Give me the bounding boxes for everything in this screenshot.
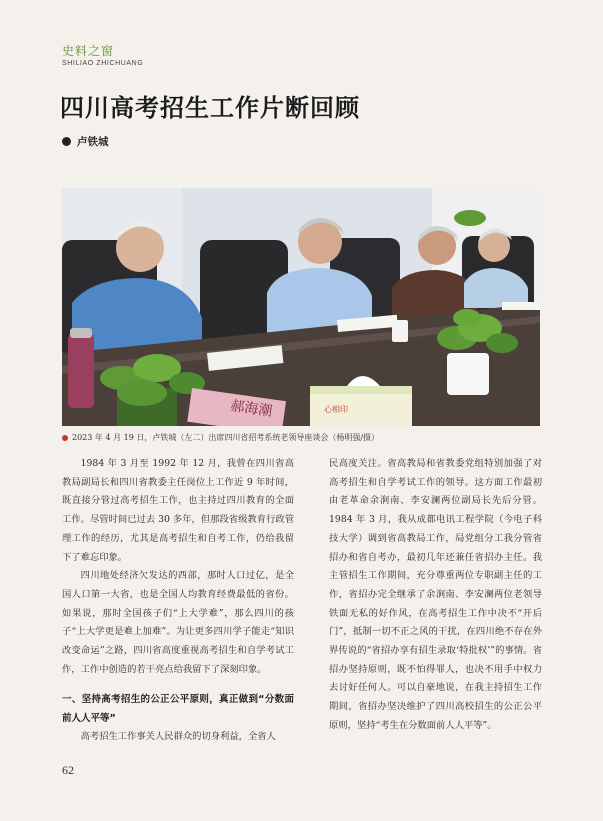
photo-illustration [62, 188, 540, 426]
paragraph: 1984 年 3 月至 1992 年 12 月，我曾在四川省高教局副局长和四川省教委主任岗位上工作近 9 年时间，既直接分管过高考招生工作，也主持过四川教育的全面工作。尽管时间已过去 30 多年，但那段省级教育行政管理工作的经历，尤其是高考招生和自考工作，仍给我留下了难忘印象。 [62, 458, 294, 563]
tissue-brand: 心相印 [324, 405, 348, 414]
meeting-photo [62, 188, 540, 426]
title-block [60, 88, 360, 123]
author-line [62, 134, 109, 149]
article-title: 四川高考招生工作片断回顾 [60, 94, 360, 122]
paragraph: 高考招生工作事关人民群众的切身利益，全省人 [80, 731, 276, 743]
section-heading: 一、坚持高考招生的公正公平原则，真正做到“分数面前人人平等” [62, 694, 294, 724]
paragraph: 民高度关注。省高教局和省教委党组特别加强了对高考招生和自学考试工作的领导。这方面工作最初由老革命余涧南、李安澜两位副局长先后分管。1984 年 3 月，我从成都电讯工程学院（今电子科技大学）调到省高教局工作，局党组分工我分管省招办和省自考办，最初几年还兼任省招办主任。我主管招生工作期间，充分尊重两位专职副主任的工作，省招办完全继承了余涧南、李安澜两位老领导铁面无私的好作风，在高考招生工作中决不“开后门”，抵制一切不正之风的干扰，在四川绝不存在外界传说的“省招办享有招生录取‘特批权’”的事情。省招办坚持原则，既不怕得罪人，也决不用手中权力去讨好任何人。可以自豪地说，在我主持招生工作期间，省招办坚决维护了四川高校招生的公正公平原则，坚持“考生在分数面前人人平等”。 [329, 458, 542, 731]
column-tag [62, 42, 143, 67]
column-name-cn: 史料之窗 [62, 44, 115, 58]
caption-bullet-icon [62, 435, 68, 441]
caption-text: 2023 年 4 月 19 日，卢铁城（左二）出席四川省招考系统老领导座谈会（杨明强/摄） [72, 433, 380, 442]
author-name: 卢铁城 [77, 136, 109, 148]
nameplate-text: 郝海潮 [229, 398, 274, 420]
body-column-left [62, 455, 294, 747]
photo-caption [62, 432, 540, 443]
body-column-right [329, 455, 542, 736]
bullet-icon [62, 137, 71, 146]
paragraph: 四川地处经济欠发达的西部，那时人口过亿，是全国人口第一大省，也是全国人均教育经费最低的省份。如果说，那时全国孩子们“上大学难”，那么四川的孩子“上大学更是难上加难”。为让更多四川学子能走“知识改变命运”之路，四川省高度重视高考招生和自学考试工作，工作中创造的若干亮点给我留下了深刻印象。 [62, 570, 294, 675]
page-number: 62 [62, 763, 74, 777]
column-name-en: SHILIAO ZHICHUANG [62, 60, 144, 67]
